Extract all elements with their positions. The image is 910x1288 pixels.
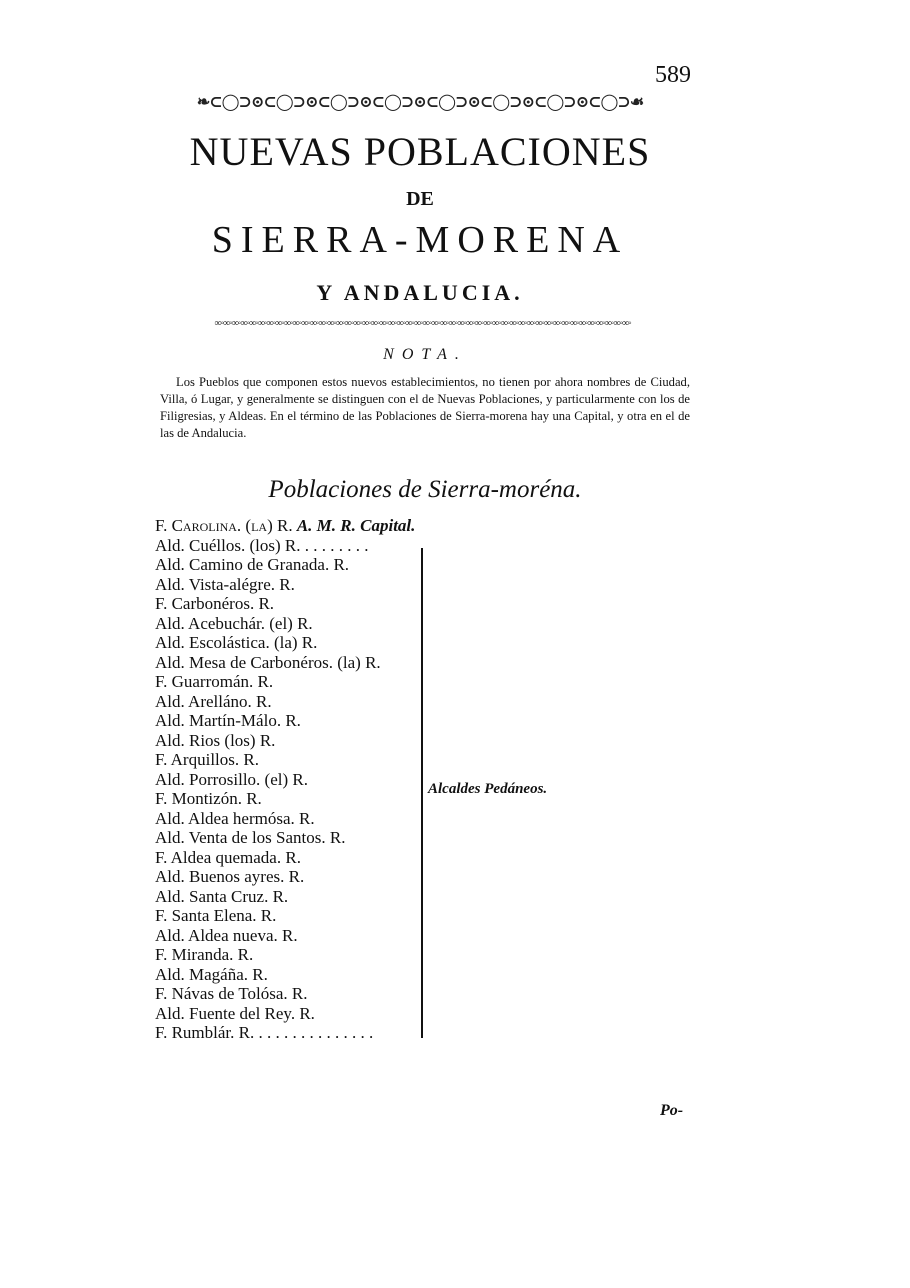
list-item: Ald. Escolástica. (la) R. xyxy=(155,633,318,652)
list-item: Ald. Martín-Málo. R. xyxy=(155,711,301,730)
list-item: F. Miranda. R. xyxy=(155,945,254,964)
list-item: Ald. Porrosillo. (el) R. xyxy=(155,769,308,789)
section-heading: Poblaciones de Sierra-moréna. xyxy=(268,476,582,503)
town-list xyxy=(155,516,415,1043)
list-item: F. Santa Elena. R. xyxy=(155,906,277,925)
capital-note: A. M. R. Capital. xyxy=(296,516,416,535)
bracket-label: Alcaldes Pedáneos. xyxy=(428,781,548,797)
list-item: F. Aldea quemada. R. xyxy=(155,847,301,867)
list-item: Ald. Magáña. R. xyxy=(155,964,268,984)
brace xyxy=(417,548,423,1038)
title-line-4: Y ANDALUCIA. xyxy=(316,280,524,305)
list-item: Ald. Camino de Granada. R. xyxy=(155,555,350,574)
title-line-2: DE xyxy=(406,188,434,210)
list-item: Ald. Venta de los Santos. R. xyxy=(155,828,346,847)
page-number: 589 xyxy=(655,62,691,88)
list-item: Ald. Buenos ayres. R. xyxy=(155,867,305,886)
list-item: F. Návas de Tolósa. R. xyxy=(155,984,308,1003)
ornament-border-top: ❧⊂◯⊃⊙⊂◯⊃⊙⊂◯⊃⊙⊂◯⊃⊙⊂◯⊃⊙⊂◯⊃⊙⊂◯⊃⊙⊂◯⊃☙ xyxy=(196,94,644,111)
nota-paragraph: Los Pueblos que componen estos nuevos establecimientos, no tienen por ahora nombres de Ciudad, Villa, ó Lugar, y generalmente se distinguen con el de Nuevas Poblaciones, y particularmente con los de Filigresias, y Aldeas. En el término de las Poblaciones de Sierra-morena hay una Capital, y otra en el de las de Andalucia. xyxy=(160,375,690,440)
catchword: Po- xyxy=(660,1102,684,1119)
list-item: Ald. Fuente del Rey. R. xyxy=(155,1003,315,1023)
list-item: F. Guarromán. R. xyxy=(155,672,274,691)
title-line-1: NUEVAS POBLACIONES xyxy=(189,129,651,174)
capital-name: F. Carolina. (la) R. xyxy=(155,516,293,535)
list-item: Ald. Rios (los) R. xyxy=(155,730,276,750)
capital-entry xyxy=(155,516,415,536)
list-item: Ald. Mesa de Carbonéros. (la) R. xyxy=(155,652,381,672)
list-item: F. Carbonéros. R. xyxy=(155,594,275,613)
list-item: Ald. Aldea nueva. R. xyxy=(155,925,298,945)
list-item: Ald. Vista-alégre. R. xyxy=(155,574,295,594)
list-item: Ald. Cuéllos. (los) R. . . . . . . . . xyxy=(155,535,369,555)
title-line-3: SIERRA-MORENA xyxy=(211,219,629,261)
list-item: Ald. Santa Cruz. R. xyxy=(155,886,289,906)
ornament-rule: ∞◦∞◦∞◦∞◦∞◦∞◦∞◦∞◦∞◦∞◦∞◦∞◦∞◦∞◦∞◦∞◦∞◦∞◦∞◦∞◦∞◦∞◦∞◦∞◦∞◦∞◦∞◦∞◦∞◦∞◦∞◦∞◦∞◦∞◦∞◦∞◦∞◦∞◦∞◦∞◦∞◦∞◦∞◦∞◦∞◦∞◦∞◦∞◦ xyxy=(214,318,631,329)
list-item: Ald. Acebuchár. (el) R. xyxy=(155,613,313,633)
nota-heading: NOTA. xyxy=(383,346,467,363)
list-item: Ald. Aldea hermósa. R. xyxy=(155,808,315,828)
list-item: F. Montizón. R. xyxy=(155,789,262,808)
list-item: F. Rumblár. R. . . . . . . . . . . . . . . xyxy=(155,1023,374,1042)
list-item: F. Arquillos. R. xyxy=(155,750,259,769)
list-item: Ald. Arelláno. R. xyxy=(155,691,272,711)
